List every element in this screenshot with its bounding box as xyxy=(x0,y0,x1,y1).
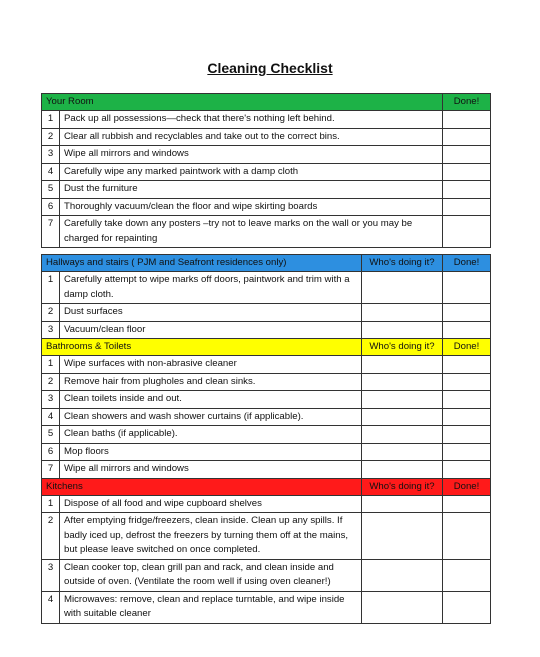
checklist-row xyxy=(42,391,491,409)
checklist-row xyxy=(42,198,491,216)
checklist-row xyxy=(42,216,491,248)
assignee-cell[interactable] xyxy=(362,443,443,461)
section-title: Hallways and stairs ( PJM and Seafront residences only) xyxy=(42,255,362,272)
shared-areas-table xyxy=(41,254,491,624)
checklist-row xyxy=(42,559,491,591)
done-checkbox-cell[interactable] xyxy=(443,146,491,164)
item-number: 2 xyxy=(42,373,60,391)
assignee-cell[interactable] xyxy=(362,426,443,444)
item-number: 3 xyxy=(42,321,60,339)
item-task: Clean baths (if applicable). xyxy=(60,426,362,444)
checklist-row xyxy=(42,443,491,461)
checklist-row xyxy=(42,321,491,339)
page-title: Cleaning Checklist xyxy=(207,60,333,76)
assignee-cell[interactable] xyxy=(362,373,443,391)
checklist-row xyxy=(42,373,491,391)
done-checkbox-cell[interactable] xyxy=(443,559,491,591)
assignee-cell[interactable] xyxy=(362,321,443,339)
checklist-row xyxy=(42,272,491,304)
item-task: Vacuum/clean floor xyxy=(60,321,362,339)
item-task: Mop floors xyxy=(60,443,362,461)
who-column-header: Who's doing it? xyxy=(362,255,443,272)
item-number: 6 xyxy=(42,198,60,216)
item-task: Wipe surfaces with non-abrasive cleaner xyxy=(60,356,362,374)
checklist-row xyxy=(42,513,491,560)
done-checkbox-cell[interactable] xyxy=(443,391,491,409)
checklist-row xyxy=(42,181,491,199)
assignee-cell[interactable] xyxy=(362,461,443,479)
done-checkbox-cell[interactable] xyxy=(443,163,491,181)
assignee-cell[interactable] xyxy=(362,591,443,623)
assignee-cell[interactable] xyxy=(362,559,443,591)
item-number: 1 xyxy=(42,272,60,304)
checklist-row xyxy=(42,408,491,426)
item-number: 7 xyxy=(42,216,60,248)
item-task: Wipe all mirrors and windows xyxy=(60,146,443,164)
item-number: 4 xyxy=(42,163,60,181)
done-checkbox-cell[interactable] xyxy=(443,356,491,374)
section-title: Kitchens xyxy=(42,478,362,495)
assignee-cell[interactable] xyxy=(362,356,443,374)
checklist-row xyxy=(42,426,491,444)
done-checkbox-cell[interactable] xyxy=(443,495,491,513)
item-number: 5 xyxy=(42,426,60,444)
done-checkbox-cell[interactable] xyxy=(443,373,491,391)
item-task: Carefully wipe any marked paintwork with a damp cloth xyxy=(60,163,443,181)
item-number: 4 xyxy=(42,408,60,426)
assignee-cell[interactable] xyxy=(362,495,443,513)
done-checkbox-cell[interactable] xyxy=(443,304,491,322)
checklist-row xyxy=(42,128,491,146)
done-checkbox-cell[interactable] xyxy=(443,198,491,216)
checklist-row xyxy=(42,356,491,374)
who-column-header: Who's doing it? xyxy=(362,478,443,495)
who-column-header: Who's doing it? xyxy=(362,339,443,356)
item-task: Carefully attempt to wipe marks off doors, paintwork and trim with a damp cloth. xyxy=(60,272,362,304)
item-task: Clean cooker top, clean grill pan and rack, and clean inside and outside of oven. (Ventilate the room well if using oven cleaner!) xyxy=(60,559,362,591)
done-checkbox-cell[interactable] xyxy=(443,128,491,146)
item-number: 6 xyxy=(42,443,60,461)
hallways-header-row xyxy=(42,255,491,272)
checklist-row xyxy=(42,461,491,479)
checklist-row xyxy=(42,304,491,322)
assignee-cell[interactable] xyxy=(362,272,443,304)
item-number: 2 xyxy=(42,513,60,560)
your-room-header-row xyxy=(42,94,491,111)
done-checkbox-cell[interactable] xyxy=(443,272,491,304)
done-checkbox-cell[interactable] xyxy=(443,181,491,199)
assignee-cell[interactable] xyxy=(362,513,443,560)
done-column-header: Done! xyxy=(443,255,491,272)
item-task: Clear all rubbish and recyclables and take out to the correct bins. xyxy=(60,128,443,146)
item-number: 1 xyxy=(42,111,60,129)
section-title: Your Room xyxy=(42,94,443,111)
checklist-row xyxy=(42,591,491,623)
done-column-header: Done! xyxy=(443,478,491,495)
checklist-row xyxy=(42,146,491,164)
item-task: Clean showers and wash shower curtains (if applicable). xyxy=(60,408,362,426)
done-column-header: Done! xyxy=(443,339,491,356)
item-task: Wipe all mirrors and windows xyxy=(60,461,362,479)
bathrooms-header-row xyxy=(42,339,491,356)
item-task: Microwaves: remove, clean and replace turntable, and wipe inside with suitable cleaner xyxy=(60,591,362,623)
item-task: Thoroughly vacuum/clean the floor and wipe skirting boards xyxy=(60,198,443,216)
item-number: 1 xyxy=(42,495,60,513)
assignee-cell[interactable] xyxy=(362,391,443,409)
done-checkbox-cell[interactable] xyxy=(443,408,491,426)
item-task: Clean toilets inside and out. xyxy=(60,391,362,409)
done-checkbox-cell[interactable] xyxy=(443,443,491,461)
item-task: Dust the furniture xyxy=(60,181,443,199)
item-number: 4 xyxy=(42,591,60,623)
done-checkbox-cell[interactable] xyxy=(443,461,491,479)
item-number: 3 xyxy=(42,146,60,164)
checklist-row xyxy=(42,163,491,181)
item-task: Dust surfaces xyxy=(60,304,362,322)
item-number: 3 xyxy=(42,391,60,409)
item-task: Pack up all possessions—check that there's nothing left behind. xyxy=(60,111,443,129)
item-task: Remove hair from plugholes and clean sinks. xyxy=(60,373,362,391)
done-checkbox-cell[interactable] xyxy=(443,426,491,444)
item-number: 2 xyxy=(42,304,60,322)
done-column-header: Done! xyxy=(443,94,491,111)
item-number: 7 xyxy=(42,461,60,479)
done-checkbox-cell[interactable] xyxy=(443,216,491,248)
assignee-cell[interactable] xyxy=(362,408,443,426)
done-checkbox-cell[interactable] xyxy=(443,321,491,339)
assignee-cell[interactable] xyxy=(362,304,443,322)
your-room-table xyxy=(41,93,491,248)
checklist-row xyxy=(42,111,491,129)
item-number: 5 xyxy=(42,181,60,199)
item-task: Carefully take down any posters –try not to leave marks on the wall or you may be charged for repainting xyxy=(60,216,443,248)
item-number: 2 xyxy=(42,128,60,146)
item-task: Dispose of all food and wipe cupboard shelves xyxy=(60,495,362,513)
checklist-row xyxy=(42,495,491,513)
done-checkbox-cell[interactable] xyxy=(443,111,491,129)
section-title: Bathrooms & Toilets xyxy=(42,339,362,356)
done-checkbox-cell[interactable] xyxy=(443,591,491,623)
kitchens-header-row xyxy=(42,478,491,495)
done-checkbox-cell[interactable] xyxy=(443,513,491,560)
item-number: 3 xyxy=(42,559,60,591)
item-number: 1 xyxy=(42,356,60,374)
item-task: After emptying fridge/freezers, clean inside. Clean up any spills. If badly iced up, defrost the freezers by turning them off at the mains, but please leave switched on once completed. xyxy=(60,513,362,560)
